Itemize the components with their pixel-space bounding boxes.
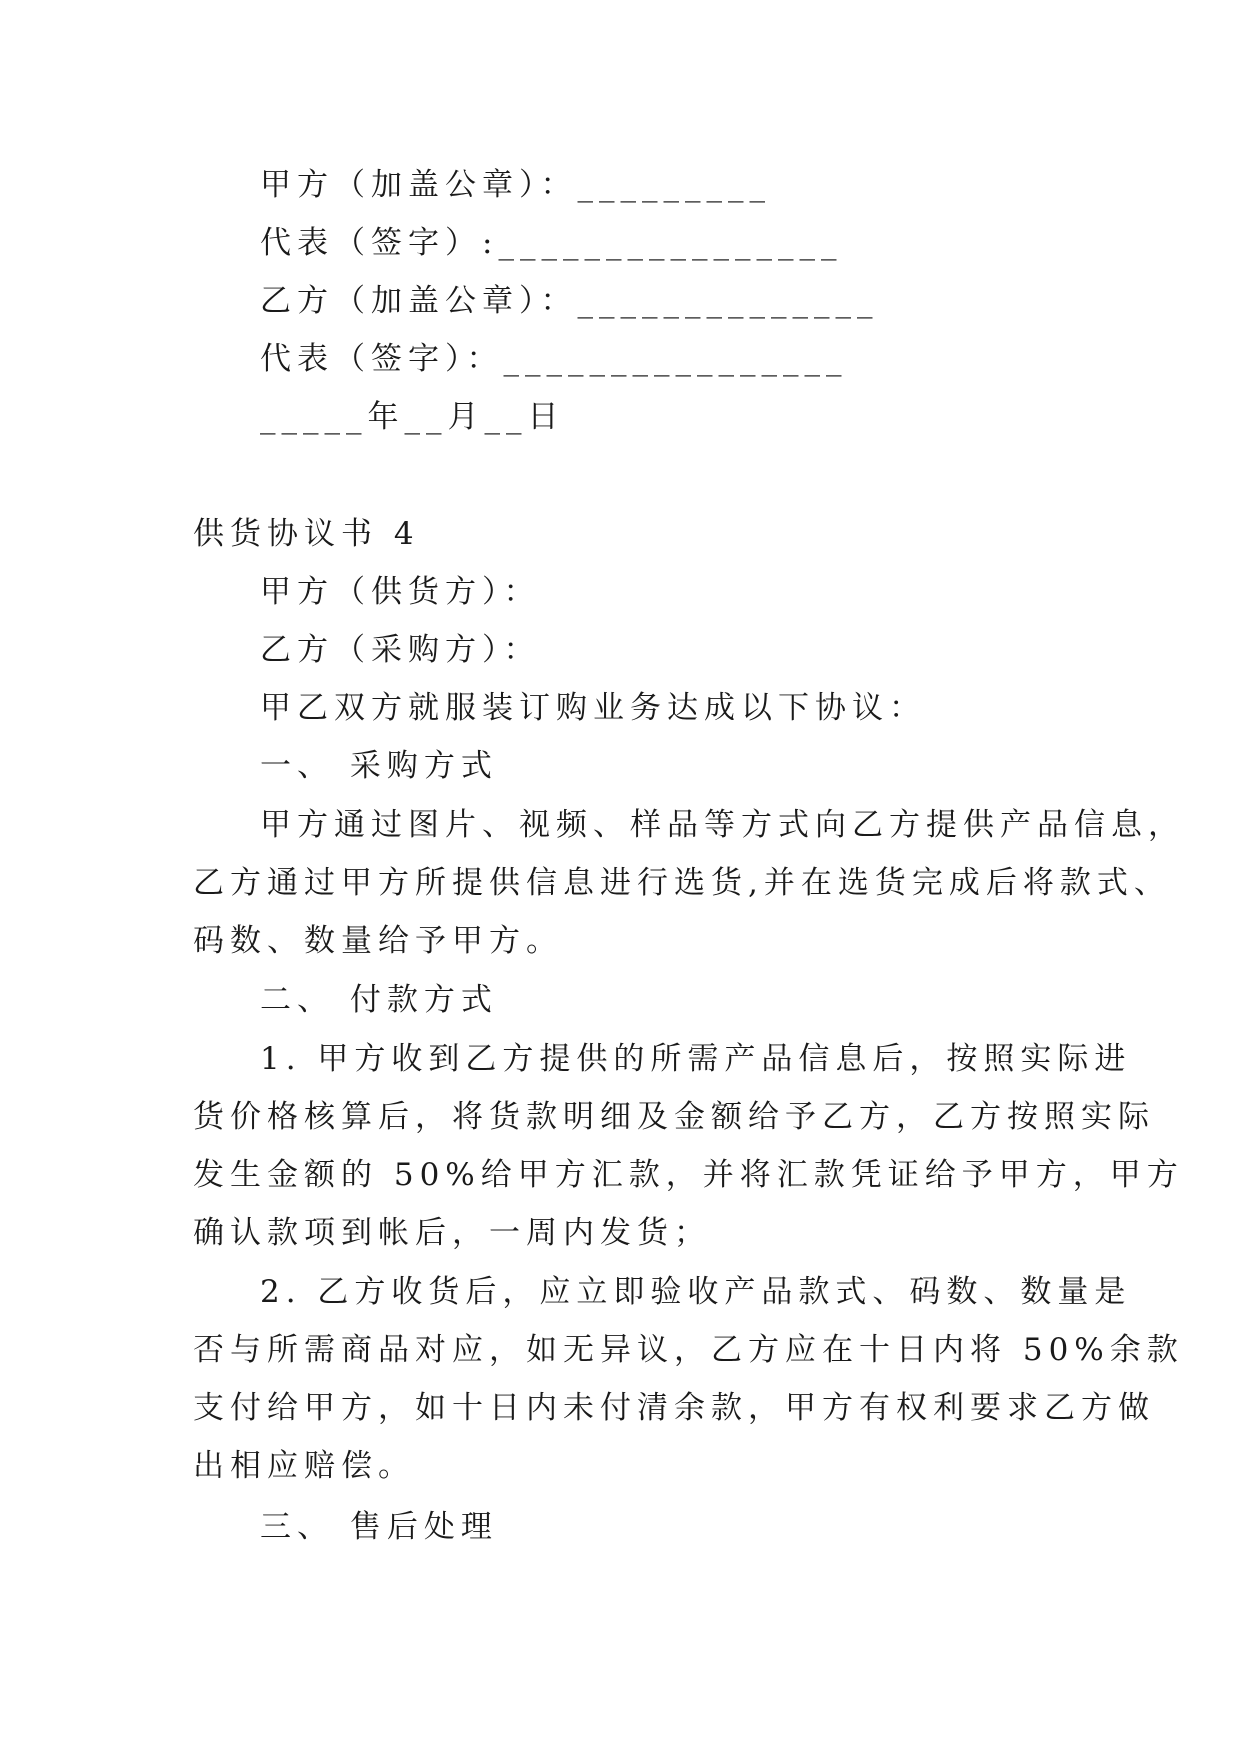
section-1-line: 乙方通过甲方所提供信息进行选货,并在选货完成后将款式、 (193, 865, 1171, 901)
party-a-label: 甲方（供货方）： (260, 574, 541, 610)
section-2-item-2-line: 2. 乙方收货后，应立即验收产品款式、码数、数量是 (260, 1274, 1132, 1310)
section-1-heading: 一、 采购方式 (260, 748, 498, 784)
section-2-heading: 二、 付款方式 (260, 982, 498, 1018)
section-1-line: 甲方通过图片、视频、样品等方式向乙方提供产品信息， (260, 807, 1185, 843)
party-b-label: 乙方（采购方）： (260, 632, 541, 668)
representative-sign-line-2: 代表（签字）：________________ (260, 341, 848, 377)
section-2-item-2-line: 出相应赔偿。 (193, 1448, 415, 1484)
intro-paragraph: 甲乙双方就服装订购业务达成以下协议： (260, 690, 926, 726)
party-b-seal-line: 乙方（加盖公章）：______________ (260, 283, 879, 319)
section-2-item-1-line: 发生金额的 50%给甲方汇款，并将汇款凭证给予甲方，甲方 (193, 1157, 1184, 1193)
section-3-heading: 三、 售后处理 (260, 1509, 498, 1545)
document-title: 供货协议书 4 (193, 516, 420, 552)
section-2-item-1-line: 货价格核算后，将货款明细及金额给予乙方，乙方按照实际 (193, 1099, 1155, 1135)
section-2-item-1-line: 确认款项到帐后，一周内发货； (193, 1215, 711, 1251)
section-1-line: 码数、数量给予甲方。 (193, 923, 563, 959)
representative-sign-line-1: 代表（签字）:________________ (260, 225, 843, 261)
section-2-item-1-line: 1. 甲方收到乙方提供的所需产品信息后，按照实际进 (260, 1041, 1132, 1077)
section-2-item-2-line: 支付给甲方，如十日内未付清余款，甲方有权利要求乙方做 (193, 1390, 1155, 1426)
date-line: _____年__月__日 (260, 399, 565, 435)
section-2-item-2-line: 否与所需商品对应，如无异议，乙方应在十日内将 50%余款 (193, 1332, 1184, 1368)
party-a-seal-line: 甲方（加盖公章）：_________ (260, 167, 771, 203)
